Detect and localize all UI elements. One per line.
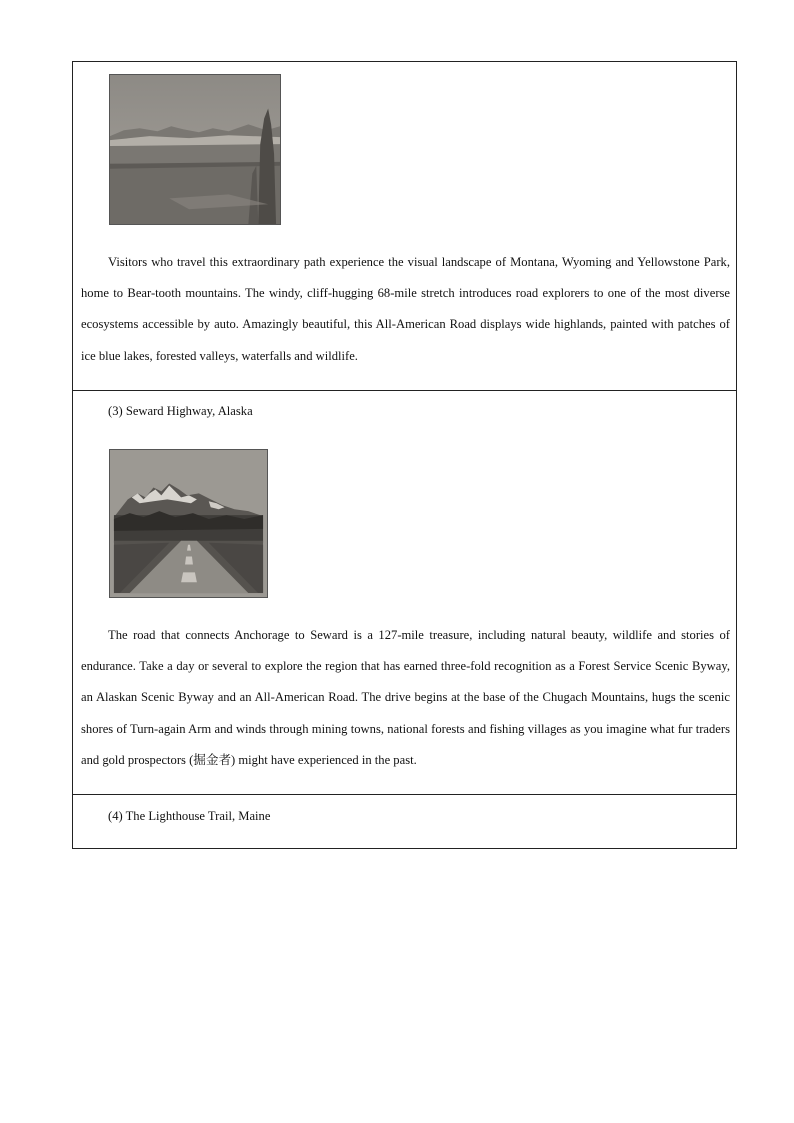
content-table (72, 61, 737, 849)
row-divider (73, 794, 736, 795)
mountain-lake-photo (109, 74, 281, 225)
section-4-heading: (4) The Lighthouse Trail, Maine (108, 809, 271, 823)
section-3-heading: (3) Seward Highway, Alaska (108, 404, 253, 418)
seward-highway-photo (109, 449, 268, 598)
row-divider (73, 390, 736, 391)
section-2-paragraph: Visitors who travel this extraordinary path experience the visual landscape of Montana, Wyoming and Yellowstone Park, home to Bear-tooth mountains. The windy, cliff-hugging 68-mile stretch introduces road explorers to one of the most diverse ecosystems accessible by auto. Amazingly beautiful, this All-American Road displays wide highlands, painted with patches of ice blue lakes, forested valleys, waterfalls and wildlife. (81, 255, 730, 363)
section-3-paragraph: The road that connects Anchorage to Seward is a 127-mile treasure, including natural beauty, wildlife and stories of endurance. Take a day or several to explore the region that has earned three-fold recognition as a Forest Service Scenic Byway, an Alaskan Scenic Byway and an All-American Road. The drive begins at the base of the Chugach Mountains, hugs the scenic shores of Turn-again Arm and winds through mining towns, national forests and fishing villages as you imagine what fur traders and gold prospectors (掘金者) might have experienced in the past. (81, 628, 730, 767)
